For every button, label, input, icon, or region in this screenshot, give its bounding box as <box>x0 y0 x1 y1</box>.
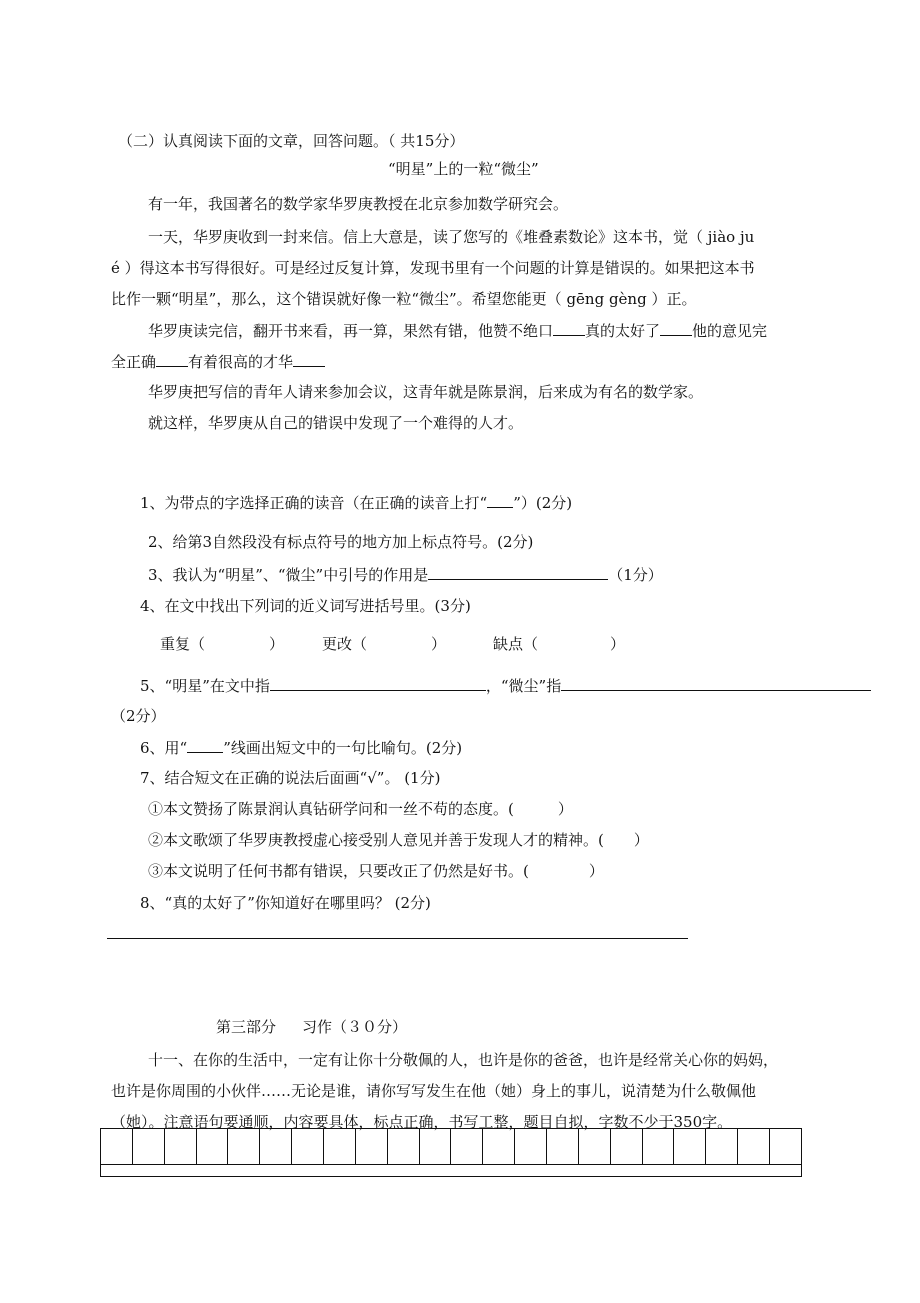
q4-word-1 <box>160 634 284 654</box>
passage-paragraph-1: 有一年，我国著名的数学家华罗庚教授在北京参加数学研究会。 <box>148 195 569 213</box>
question-1-text: 1、为带点的字选择正确的读音（在正确的读音上打“ <box>140 494 488 512</box>
punctuation-blank-1[interactable] <box>553 320 585 336</box>
question-5-blank-1[interactable] <box>270 675 486 691</box>
grid-cell[interactable] <box>643 1129 675 1164</box>
grid-cell[interactable] <box>133 1129 165 1164</box>
question-3-answer-blank[interactable] <box>428 564 608 580</box>
grid-cell[interactable] <box>165 1129 197 1164</box>
grid-cell[interactable] <box>388 1129 420 1164</box>
punctuation-blank-4[interactable] <box>293 351 325 367</box>
paragraph-3-text-b: 真的太好了 <box>585 322 661 340</box>
grid-cell[interactable] <box>260 1129 292 1164</box>
question-5 <box>140 675 871 696</box>
passage-paragraph-3-line-1 <box>148 320 767 341</box>
question-3-text: 3、我认为“明星”、“微尘”中引号的作用是 <box>148 566 429 584</box>
question-6 <box>140 737 462 758</box>
question-8-answer-line[interactable] <box>107 938 688 939</box>
grid-cell[interactable] <box>420 1129 452 1164</box>
question-2: 2、给第3自然段没有标点符号的地方加上标点符号。(2分) <box>148 533 534 551</box>
q4-word-3 <box>493 634 625 654</box>
punctuation-blank-3[interactable] <box>156 351 188 367</box>
grid-cell[interactable] <box>579 1129 611 1164</box>
question-5-score: （2分） <box>111 707 166 725</box>
passage-paragraph-3-line-2 <box>111 351 325 372</box>
passage-paragraph-5: 就这样，华罗庚从自己的错误中发现了一个难得的人才。 <box>148 414 524 432</box>
q7-close-paren-3: ） <box>588 862 604 880</box>
passage-paragraph-2-line-2: é ）得这本书写得很好。可是经过反复计算，发现书里有一个问题的计算是错误的。如果把这本书 <box>111 259 755 277</box>
grid-cell[interactable] <box>611 1129 643 1164</box>
grid-cell[interactable] <box>101 1129 133 1164</box>
q7-option-3 <box>148 861 604 881</box>
grid-cell[interactable] <box>451 1129 483 1164</box>
writing-grid-spacer-row <box>100 1165 802 1177</box>
question-3-score: （1分） <box>608 566 663 584</box>
punctuation-blank-2[interactable] <box>660 320 692 336</box>
question-7: 7、结合短文在正确的说法后面画“√”。 (1分) <box>140 769 441 787</box>
q7-option-1-text: ①本文赞扬了陈景润认真钻研学问和一丝不苟的态度。( <box>148 800 514 818</box>
q7-option-2 <box>148 830 649 850</box>
q7-option-3-text: ③本文说明了任何书都有错误，只要改正了仍然是好书。( <box>148 862 529 880</box>
q4-word-2-label: 更改（ <box>322 635 368 653</box>
grid-cell[interactable] <box>738 1129 770 1164</box>
question-5-blank-2[interactable] <box>561 675 871 691</box>
writing-grid[interactable] <box>100 1128 802 1178</box>
q4-close-paren-1: ） <box>269 635 285 653</box>
passage-title: “明星”上的一粒“微尘” <box>388 160 539 178</box>
grid-cell[interactable] <box>483 1129 515 1164</box>
composition-prompt-line-3: （她）。注意语句要通顺，内容要具体，标点正确，书写工整，题目自拟，字数不少于350字。 <box>111 1113 733 1131</box>
paragraph-3-text-d: 全正确 <box>111 353 157 371</box>
question-1 <box>140 492 572 513</box>
question-6-text-b: ”线画出短文中的一句比喻句。(2分) <box>223 739 463 757</box>
grid-cell[interactable] <box>515 1129 547 1164</box>
grid-cell[interactable] <box>356 1129 388 1164</box>
q7-option-2-text: ②本文歌颂了华罗庚教授虚心接受别人意见并善于发现人才的精神。( <box>148 831 604 849</box>
grid-cell[interactable] <box>770 1129 801 1164</box>
grid-cell[interactable] <box>197 1129 229 1164</box>
question-5-text-a: 5、“明星”在文中指 <box>140 677 270 695</box>
section-heading: （二）认真阅读下面的文章，回答问题。（ 共15分） <box>118 132 465 150</box>
question-8: 8、“真的太好了”你知道好在哪里吗？ (2分) <box>140 894 431 912</box>
passage-paragraph-2-line-3: 比作一颗“明星”，那么，这个错误就好像一粒“微尘”。希望您能更（ gēng gèng ）正。 <box>111 290 697 308</box>
paragraph-3-text-e: 有着很高的才华 <box>188 353 294 371</box>
grid-cell[interactable] <box>547 1129 579 1164</box>
q7-close-paren-2: ） <box>633 831 649 849</box>
composition-prompt-line-1: 十一、在你的生活中，一定有让你十分敬佩的人，也许是你的爸爸，也许是经常关心你的妈妈， <box>148 1051 779 1069</box>
q7-option-1 <box>148 799 573 819</box>
q4-close-paren-2: ） <box>431 635 447 653</box>
question-1-mark-sample <box>487 492 513 508</box>
question-4: 4、在文中找出下列词的近义词写进括号里。(3分) <box>140 597 471 615</box>
question-5-text-b: ，“微尘”指 <box>485 677 562 695</box>
q4-word-1-label: 重复（ <box>160 635 206 653</box>
q7-close-paren-1: ） <box>557 800 573 818</box>
paragraph-3-text-c: 他的意见完 <box>692 322 768 340</box>
grid-cell[interactable] <box>228 1129 260 1164</box>
q4-close-paren-3: ） <box>610 635 626 653</box>
passage-paragraph-2-line-1: 一天，华罗庚收到一封来信。信上大意是，读了您写的《堆叠素数论》这本书，觉（ jiào ju <box>148 228 755 246</box>
part3-heading-part: 第三部分 <box>216 1018 277 1036</box>
grid-cell[interactable] <box>292 1129 324 1164</box>
grid-cell[interactable] <box>674 1129 706 1164</box>
writing-grid-row <box>100 1128 802 1165</box>
question-1-score: ”）(2分) <box>513 494 573 512</box>
grid-cell[interactable] <box>324 1129 356 1164</box>
part3-heading <box>216 1017 407 1037</box>
question-3 <box>148 564 663 585</box>
question-6-line-sample <box>187 737 223 753</box>
grid-cell[interactable] <box>706 1129 738 1164</box>
q4-word-2 <box>322 634 446 654</box>
question-6-text-a: 6、用“ <box>140 739 188 757</box>
passage-paragraph-4: 华罗庚把写信的青年人请来参加会议，这青年就是陈景润，后来成为有名的数学家。 <box>148 383 704 401</box>
paragraph-3-text-a: 华罗庚读完信，翻开书来看，再一算，果然有错，他赞不绝口 <box>148 322 554 340</box>
q4-word-3-label: 缺点（ <box>493 635 539 653</box>
part3-heading-title: 习作（３０分） <box>302 1018 408 1036</box>
composition-prompt-line-2: 也许是你周围的小伙伴……无论是谁，请你写写发生在他（她）身上的事儿，说清楚为什么敬佩他 <box>111 1082 757 1100</box>
